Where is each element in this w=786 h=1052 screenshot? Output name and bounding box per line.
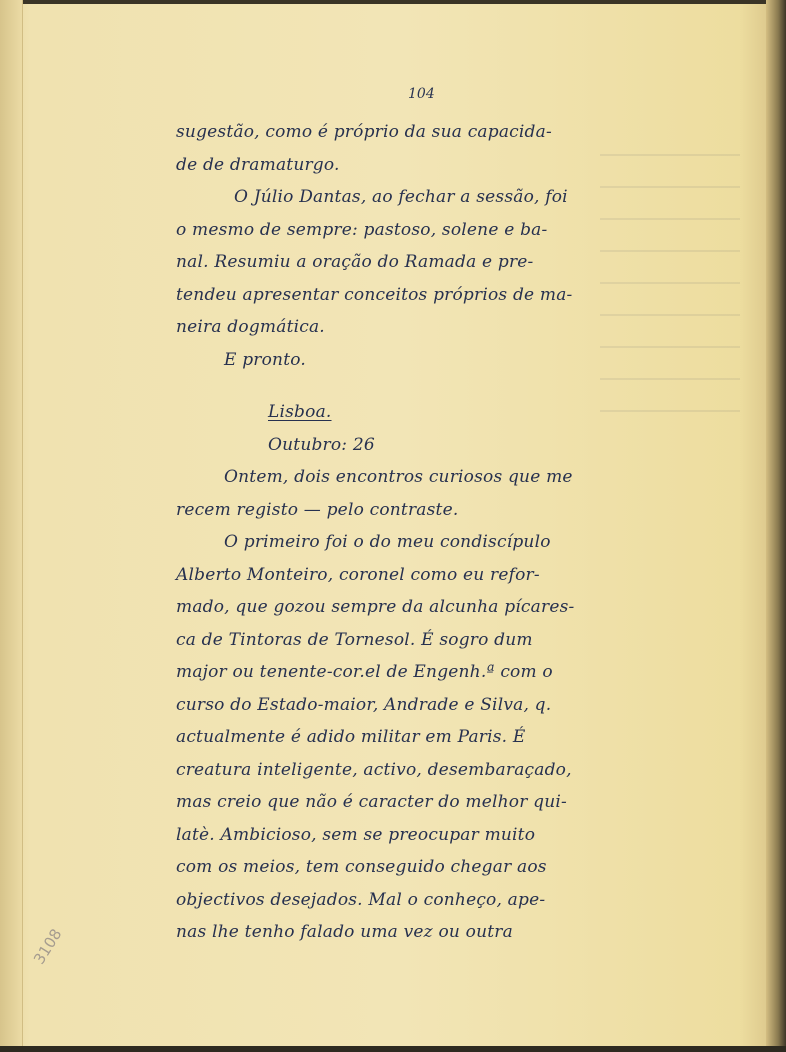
text-line: Alberto Monteiro, coronel como eu refor- [176,564,540,585]
text-line: nal. Resumiu a oração do Ramada e pre- [176,252,534,272]
text-line: major ou tenente-cor.el de Engenh.ª com o [176,662,553,682]
text-line: actualmente é adido militar em Paris. É [176,727,526,747]
paragraph-start-line: E pronto. [224,349,306,370]
page-number: 104 [408,86,435,102]
entry-place-heading [176,396,686,429]
text-line: com os meios, tem conseguido chegar aos [176,857,547,877]
page-top-edge [0,0,786,4]
binding-shadow [766,0,786,1052]
text-line: latè. Ambicioso, sem se preocupar muito [176,824,536,845]
page-left-margin [0,0,23,1052]
paragraph-start-line: Ontem, dois encontros curiosos que me [224,467,573,487]
text-line: sugestão, como é próprio da sua capacida- [176,122,552,142]
text-line: mado, que gozou sempre da alcunha pícares- [176,597,575,617]
text-line: o mesmo de sempre: pastoso, solene e ba- [176,219,548,240]
text-line: curso do Estado-maior, Andrade e Silva, q. [176,694,552,715]
page-bottom-edge [0,1046,786,1052]
text-line: de de dramaturgo. [176,154,340,175]
section-gap [176,376,686,396]
handwritten-text-block [176,116,686,949]
text-line: creatura inteligente, activo, desembaraçado, [176,759,572,780]
place-heading-text: Lisboa. [268,402,332,422]
text-line: tendeu apresentar conceitos próprios de ma- [176,284,573,305]
text-line: recem registo — pelo contraste. [176,499,459,520]
entry-date-heading: Outubro: 26 [268,434,375,455]
text-line: neira dogmática. [176,317,325,337]
text-line: mas creio que não é caracter do melhor qui- [176,792,567,812]
text-line: nas lhe tenho falado uma vez ou outra [176,922,513,942]
text-line: ca de Tintoras de Tornesol. É sogro dum [176,629,533,650]
paragraph-start-line: O primeiro foi o do meu condiscípulo [224,532,551,552]
text-line: objectivos desejados. Mal o conheço, ape- [176,889,546,910]
pencil-archive-mark: 3108 [30,925,66,968]
paragraph-start-line: O Júlio Dantas, ao fechar a sessão, foi [234,187,568,207]
